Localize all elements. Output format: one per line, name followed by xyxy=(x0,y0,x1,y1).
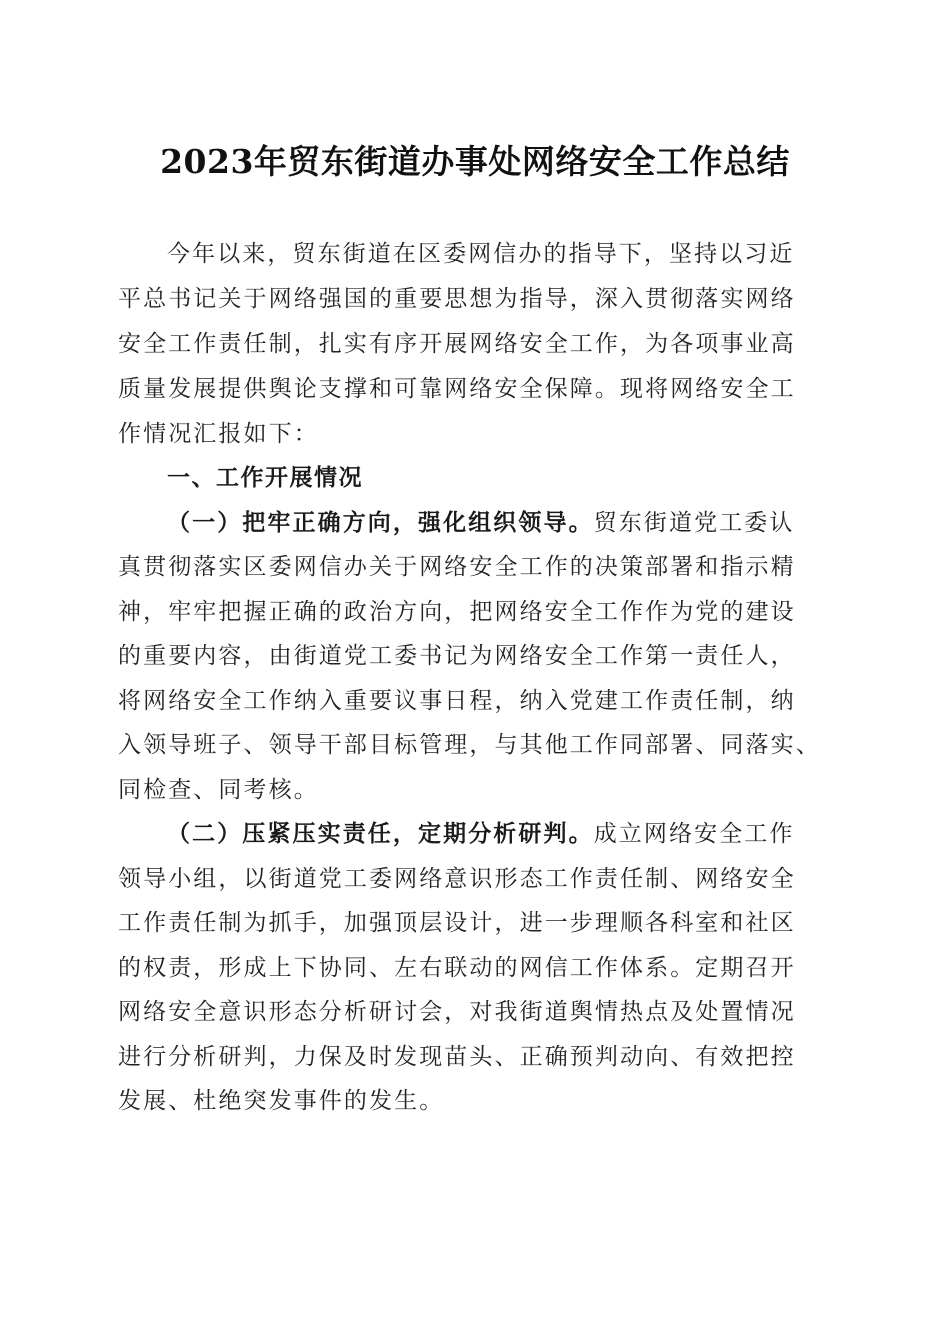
item1-line-4: 的重要内容，由街道党工委书记为网络安全工作第一责任人， xyxy=(118,643,796,669)
intro-line-5: 作情况汇报如下： xyxy=(118,421,319,447)
item2-lead: （二）压紧压实责任，定期分析研判。 xyxy=(167,820,594,847)
intro-line-4: 质量发展提供舆论支撑和可靠网络安全保障。现将网络安全工 xyxy=(118,376,796,402)
item1-first-line xyxy=(167,503,887,543)
item2-line-4: 的权责，形成上下协同、左右联动的网信工作体系。定期召开 xyxy=(118,955,796,981)
item2-line-3: 工作责任制为抓手，加强顶层设计，进一步理顺各科室和社区 xyxy=(118,910,796,936)
item2-first-line xyxy=(167,814,887,854)
section-heading: 一、工作开展情况 xyxy=(167,465,363,491)
item1-line-2: 真贯彻落实区委网信办关于网络安全工作的决策部署和指示精 xyxy=(118,554,796,580)
intro-line-1: 今年以来，贸东街道在区委网信办的指导下，坚持以习近 xyxy=(167,241,795,267)
item1-lead: （一）把牢正确方向，强化组织领导。 xyxy=(167,509,594,536)
item1-line-7: 同检查、同考核。 xyxy=(118,777,319,803)
intro-line-2: 平总书记关于网络强国的重要思想为指导，深入贯彻落实网络 xyxy=(118,286,796,312)
item2-line-2: 领导小组，以街道党工委网络意识形态工作责任制、网络安全 xyxy=(118,866,796,892)
item1-first-rest: 贸东街道党工委认 xyxy=(593,510,795,536)
item2-line-7: 发展、杜绝突发事件的发生。 xyxy=(118,1088,445,1114)
item2-line-5: 网络安全意识形态分析研讨会，对我街道舆情热点及处置情况 xyxy=(118,999,796,1025)
item2-first-rest: 成立网络安全工作 xyxy=(593,821,795,847)
document-title: 2023年贸东街道办事处网络安全工作总结 xyxy=(160,142,790,181)
item2-line-6: 进行分析研判，力保及时发现苗头、正确预判动向、有效把控 xyxy=(118,1044,796,1070)
item1-line-3: 神，牢牢把握正确的政治方向，把网络安全工作作为党的建设 xyxy=(118,599,796,625)
item1-line-6: 入领导班子、领导干部目标管理，与其他工作同部署、同落实、 xyxy=(118,732,821,758)
intro-line-3: 安全工作责任制，扎实有序开展网络安全工作，为各项事业高 xyxy=(118,331,796,357)
item1-line-5: 将网络安全工作纳入重要议事日程，纳入党建工作责任制，纳 xyxy=(118,688,796,714)
